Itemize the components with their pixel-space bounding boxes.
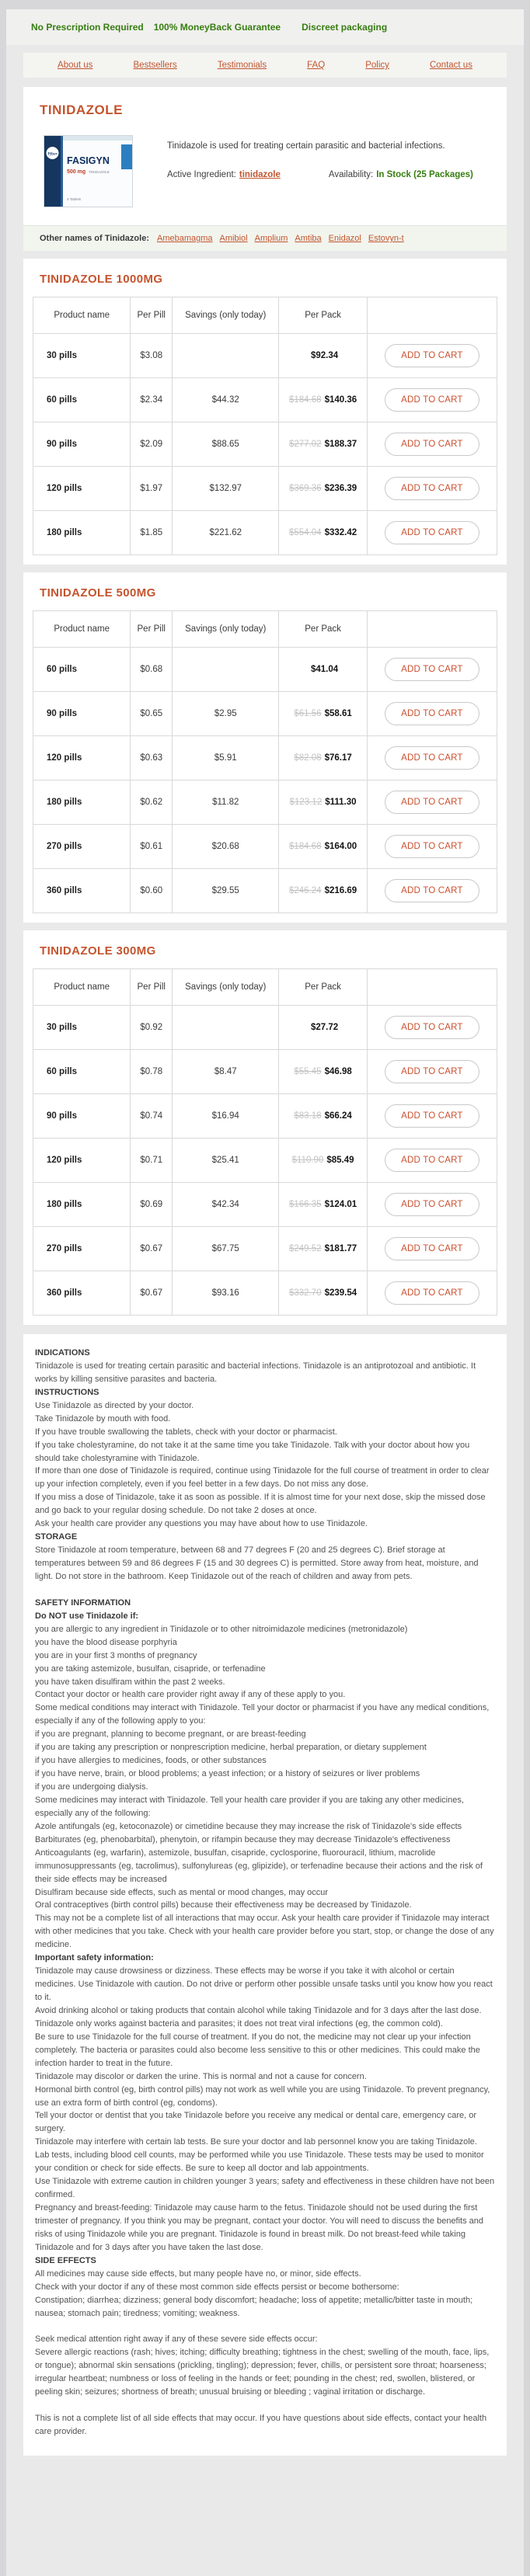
- old-price: $184.68: [289, 395, 322, 405]
- new-price: $41.04: [310, 665, 339, 674]
- active-ingredient: [167, 170, 281, 179]
- active-ingredient-link[interactable]: tinidazole: [239, 170, 281, 180]
- info-heading: SAFETY INFORMATION: [35, 1597, 131, 1608]
- add-to-cart-cell: [367, 1271, 497, 1316]
- table-header-row: [33, 297, 497, 334]
- product-box-image: [44, 135, 133, 211]
- column-header: Per Pack: [279, 297, 367, 334]
- info-paragraph: if you are undergoing dialysis.: [35, 1782, 148, 1792]
- info-paragraph: Disulfiram because side effects, such as mental or mood changes, may occur: [35, 1887, 329, 1897]
- new-price: $124.01: [324, 1200, 357, 1209]
- product-name-cell: 60 pills: [33, 378, 131, 422]
- product-name-cell: 180 pills: [33, 1183, 131, 1227]
- info-paragraph: Tinidazole only works against bacteria and parasites; it does not treat viral infections (eg, the common cold).: [35, 2018, 443, 2028]
- per-pack-cell: [279, 422, 367, 467]
- product-name-cell: 120 pills: [33, 736, 131, 780]
- per-pack-cell: [279, 736, 367, 780]
- info-paragraph: Use Tinidazole as directed by your doctor.: [35, 1400, 194, 1410]
- info-paragraph: Some medicines may interact with Tinidazole. Tell your health care provider if you are taking any other medicines, especially any of the following:: [35, 1795, 464, 1818]
- active-ingredient-label: Active Ingredient:: [167, 170, 236, 180]
- add-to-cart-cell: [367, 780, 497, 825]
- add-to-cart-button[interactable]: ADD TO CART: [385, 791, 479, 814]
- add-to-cart-button[interactable]: ADD TO CART: [385, 1149, 479, 1172]
- old-price: $184.68: [289, 842, 322, 851]
- nav-link-faq[interactable]: FAQ: [307, 61, 326, 70]
- info-heading: Important safety information:: [35, 1953, 154, 1963]
- per-pill-cell: $0.61: [131, 825, 173, 869]
- old-price: $61.56: [294, 709, 322, 718]
- info-paragraph: you are in your first 3 months of pregnancy: [35, 1650, 197, 1660]
- nav-link-testimonials[interactable]: Testimonials: [217, 61, 267, 70]
- savings-cell: $42.34: [173, 1183, 279, 1227]
- per-pill-cell: $2.34: [131, 378, 173, 422]
- add-to-cart-cell: [367, 736, 497, 780]
- table-header-row: [33, 611, 497, 648]
- ingredient-row: [167, 170, 496, 179]
- info-paragraph: Use Tinidazole with extreme caution in children younger 3 years; safety and effectiveness in these children have not been confirmed.: [35, 2177, 495, 2200]
- savings-cell: $16.94: [173, 1094, 279, 1139]
- info-paragraph: if you are pregnant, planning to become pregnant, or are breast-feeding: [35, 1730, 306, 1740]
- add-to-cart-cell: [367, 869, 497, 913]
- new-price: $332.42: [324, 528, 357, 537]
- per-pill-cell: $0.62: [131, 780, 173, 825]
- info-paragraph: you are taking astemizole, busulfan, cisapride, or terfenadine: [35, 1663, 266, 1674]
- product-name-cell: 360 pills: [33, 869, 131, 913]
- product-name-cell: 30 pills: [33, 334, 131, 378]
- info-heading: SIDE EFFECTS: [35, 2255, 96, 2265]
- add-to-cart-cell: [367, 334, 497, 378]
- add-to-cart-cell: [367, 422, 497, 467]
- column-header: [367, 611, 497, 648]
- other-names-list: [157, 234, 411, 243]
- add-to-cart-button[interactable]: ADD TO CART: [385, 835, 479, 858]
- column-header: Per Pill: [131, 297, 173, 334]
- info-paragraph: If you miss a dose of Tinidazole, take it as soon as possible. If it is almost time for your next dose, skip the missed dose and go back to your regular dosing schedule. Do not take 2 doses at once.: [35, 1493, 486, 1516]
- add-to-cart-cell: [367, 511, 497, 555]
- info-paragraph: Tinidazole may cause drowsiness or dizziness. These effects may be worse if you take it with alcohol or certain medicines. Use Tinidazole with caution. Do not drive or perform other possible unsafe tasks until you know how you react to it.: [35, 1966, 493, 2002]
- savings-cell: $29.55: [173, 869, 279, 913]
- savings-cell: $25.41: [173, 1139, 279, 1183]
- nav-link-about-us[interactable]: About us: [58, 61, 93, 70]
- per-pill-cell: $0.78: [131, 1050, 173, 1094]
- per-pack-cell: [279, 511, 367, 555]
- per-pill-cell: $2.09: [131, 422, 173, 467]
- info-paragraph: Some medical conditions may interact with Tinidazole. Tell your doctor or pharmacist if you have any medical conditions, especially if any of the following apply to you:: [35, 1703, 490, 1726]
- info-paragraph: Constipation; diarrhea; dizziness; general body discomfort; headache; loss of appetite; metallic/bitter taste in mouth; nausea; stomach pain; tiredness; vomiting; weakness.: [35, 2295, 473, 2318]
- info-paragraph: you are allergic to any ingredient in Tinidazole or to other nitroimidazole medicines (metronidazole): [35, 1624, 408, 1634]
- new-price: $111.30: [325, 798, 357, 807]
- per-pack-cell: [279, 1271, 367, 1316]
- add-to-cart-button[interactable]: ADD TO CART: [385, 746, 479, 770]
- info-paragraph: Azole antifungals (eg, ketoconazole) or cimetidine because they may increase the risk of Tinidazole's side effects: [35, 1821, 462, 1831]
- info-paragraph: Avoid drinking alcohol or taking products that contain alcohol while taking Tinidazole and for 3 days after the last dose.: [35, 2005, 482, 2015]
- savings-cell: $5.91: [173, 736, 279, 780]
- per-pill-cell: $0.60: [131, 869, 173, 913]
- add-to-cart-cell: [367, 1094, 497, 1139]
- info-paragraph: Tinidazole may interfere with certain lab tests. Be sure your doctor and lab personnel know you are taking Tinidazole.: [35, 2137, 477, 2147]
- add-to-cart-button[interactable]: ADD TO CART: [385, 1237, 479, 1260]
- info-paragraph: Store Tinidazole at room temperature, between 68 and 77 degrees F (20 and 25 degrees C). Brief storage at temperatures between 59 and 86 degrees F (15 and 30 degrees C) is permitted. Store away from heat, moisture, and light. Do not store in the bathroom. Keep Tinidazole out of the reach of children and away from pets.: [35, 1545, 479, 1581]
- per-pack-cell: [279, 825, 367, 869]
- info-paragraph: Seek medical attention right away if any of these severe side effects occur:: [35, 2334, 318, 2345]
- blank-line: [35, 1583, 496, 1597]
- add-to-cart-button[interactable]: ADD TO CART: [385, 388, 479, 412]
- column-header: Savings (only today): [173, 611, 279, 648]
- table-row: [33, 869, 497, 913]
- per-pack-cell: [279, 692, 367, 736]
- page-title: TINIDAZOLE: [40, 103, 123, 117]
- add-to-cart-cell: [367, 467, 497, 511]
- product-info: [23, 118, 507, 225]
- per-pack-cell: [279, 1227, 367, 1271]
- table-row: [33, 1271, 497, 1316]
- per-pill-cell: $0.67: [131, 1271, 173, 1316]
- other-name-link[interactable]: Amplium: [254, 234, 288, 243]
- per-pack-cell: [279, 1006, 367, 1050]
- add-to-cart-cell: [367, 692, 497, 736]
- column-header: Per Pack: [279, 611, 367, 648]
- topbar-item-moneyback: 100% MoneyBack Guarantee: [153, 22, 281, 33]
- svg-text:TINIDAZOLE: TINIDAZOLE: [89, 170, 110, 174]
- availability-value: In Stock (25 Packages): [376, 170, 473, 180]
- price-section: [23, 259, 507, 565]
- column-header: Product name: [33, 611, 131, 648]
- table-row: [33, 1183, 497, 1227]
- table-row: [33, 467, 497, 511]
- info-heading: INDICATIONS: [35, 1348, 90, 1358]
- info-paragraph: If you have trouble swallowing the tablets, check with your doctor or pharmacist.: [35, 1427, 337, 1437]
- new-price: $239.54: [324, 1288, 357, 1298]
- nav-link-bestsellers[interactable]: Bestsellers: [133, 61, 177, 70]
- per-pill-cell: $0.65: [131, 692, 173, 736]
- add-to-cart-button[interactable]: ADD TO CART: [385, 702, 479, 725]
- info-paragraph: you have the blood disease porphyria: [35, 1637, 177, 1647]
- new-price: $76.17: [324, 753, 352, 763]
- old-price: $369.36: [289, 484, 322, 493]
- section-title: TINIDAZOLE 300MG: [40, 944, 156, 958]
- info-heading: INSTRUCTIONS: [35, 1387, 99, 1397]
- new-price: $58.61: [324, 709, 352, 718]
- info-paragraph: This is not a complete list of all side effects that may occur. If you have questions about side effects, contact your health care provider.: [35, 2414, 487, 2437]
- product-name-cell: 270 pills: [33, 825, 131, 869]
- navbar: [23, 53, 507, 78]
- product-name-cell: 30 pills: [33, 1006, 131, 1050]
- add-to-cart-button[interactable]: ADD TO CART: [385, 658, 479, 681]
- add-to-cart-button[interactable]: ADD TO CART: [385, 1104, 479, 1128]
- info-paragraph: If more than one dose of Tinidazole is required, continue using Tinidazole for the full course of treatment in order to clear up your infection completely, even if you feel better in a few days. Do not miss any dose.: [35, 1466, 490, 1490]
- column-header: Per Pill: [131, 969, 173, 1006]
- new-price: $188.37: [324, 440, 357, 449]
- old-price: $83.18: [294, 1111, 322, 1121]
- other-names-bar: [23, 225, 507, 251]
- savings-cell: $132.97: [173, 467, 279, 511]
- nav-link-policy[interactable]: Policy: [365, 61, 389, 70]
- new-price: $92.34: [310, 351, 339, 360]
- savings-cell: $221.62: [173, 511, 279, 555]
- new-price: $85.49: [326, 1156, 354, 1165]
- info-paragraph: Tinidazole may discolor or darken the urine. This is normal and not a cause for concern.: [35, 2071, 367, 2081]
- product-name-cell: 120 pills: [33, 1139, 131, 1183]
- per-pill-cell: $0.67: [131, 1227, 173, 1271]
- add-to-cart-cell: [367, 1227, 497, 1271]
- table-row: [33, 736, 497, 780]
- table-row: [33, 1006, 497, 1050]
- per-pill-cell: $0.74: [131, 1094, 173, 1139]
- per-pack-cell: [279, 1094, 367, 1139]
- old-price: $554.04: [289, 528, 322, 537]
- info-paragraph: you have taken disulfiram within the past 2 weeks.: [35, 1677, 225, 1687]
- info-paragraph: if you are taking any prescription or nonprescription medicine, herbal preparation, or dietary supplement: [35, 1743, 427, 1753]
- per-pill-cell: $0.71: [131, 1139, 173, 1183]
- column-header: [367, 969, 497, 1006]
- add-to-cart-cell: [367, 825, 497, 869]
- new-price: $66.24: [324, 1111, 352, 1121]
- savings-cell: $67.75: [173, 1227, 279, 1271]
- column-header: Per Pill: [131, 611, 173, 648]
- availability: [329, 170, 473, 179]
- savings-cell: $2.95: [173, 692, 279, 736]
- savings-cell: $44.32: [173, 378, 279, 422]
- per-pack-cell: [279, 1050, 367, 1094]
- page: [6, 9, 524, 2576]
- per-pill-cell: $1.97: [131, 467, 173, 511]
- product-text: [167, 135, 496, 211]
- info-paragraph: Hormonal birth control (eg, birth control pills) may not work as well while you are using Tinidazole. To prevent pregnancy, use an extra form of birth control (eg, condoms).: [35, 2084, 490, 2108]
- new-price: $216.69: [324, 886, 357, 895]
- savings-cell: $11.82: [173, 780, 279, 825]
- add-to-cart-button[interactable]: ADD TO CART: [385, 477, 479, 500]
- product-name-cell: 90 pills: [33, 422, 131, 467]
- info-paragraph: if you have nerve, brain, or blood problems; a yeast infection; or a history of seizures or liver problems: [35, 1769, 420, 1779]
- new-price: $164.00: [324, 842, 357, 851]
- add-to-cart-button[interactable]: ADD TO CART: [385, 879, 479, 902]
- per-pill-cell: $0.92: [131, 1006, 173, 1050]
- add-to-cart-cell: [367, 1050, 497, 1094]
- info-paragraph: Be sure to use Tinidazole for the full course of treatment. If you do not, the medicine may not clear up your infection completely. The bacteria or parasites could also become less sensitive to this or other medicines. This could make the infection harder to treat in the future.: [35, 2032, 480, 2068]
- new-price: $46.98: [324, 1067, 352, 1076]
- add-to-cart-button[interactable]: ADD TO CART: [385, 1193, 479, 1216]
- per-pack-cell: [279, 869, 367, 913]
- per-pill-cell: $0.69: [131, 1183, 173, 1227]
- table-row: [33, 511, 497, 555]
- product-name-cell: 60 pills: [33, 1050, 131, 1094]
- savings-cell: [173, 334, 279, 378]
- table-row: [33, 1139, 497, 1183]
- svg-text:FASIGYN: FASIGYN: [67, 155, 110, 166]
- other-name-link[interactable]: Estovyn-t: [368, 234, 404, 243]
- per-pill-cell: $0.63: [131, 736, 173, 780]
- new-price: $27.72: [310, 1023, 339, 1032]
- per-pack-cell: [279, 467, 367, 511]
- add-to-cart-button[interactable]: ADD TO CART: [385, 344, 479, 367]
- column-header: Savings (only today): [173, 297, 279, 334]
- price-section: [23, 572, 507, 923]
- savings-cell: [173, 1006, 279, 1050]
- info-paragraph: Anticoagulants (eg, warfarin), astemizole, busulfan, cisapride, cyclosporine, fluorouracil, lithium, macrolide immunosuppressants (eg, tacrolimus), sulfonylureas (eg, glipizide), or terfenadine because their actions and the risk of their side effects may be increased: [35, 1848, 483, 1884]
- savings-cell: [173, 648, 279, 692]
- add-to-cart-cell: [367, 648, 497, 692]
- info-paragraph: This may not be a complete list of all interactions that may occur. Ask your health care provider if Tinidazole may interact with other medicines that you take. Check with your health care provider before you start, stop, or change the dose of any medicine.: [35, 1914, 494, 1950]
- other-name-link[interactable]: Amtiba: [295, 234, 322, 243]
- product-name-cell: 60 pills: [33, 648, 131, 692]
- table-row: [33, 780, 497, 825]
- savings-cell: $93.16: [173, 1271, 279, 1316]
- old-price: $166.35: [289, 1200, 322, 1209]
- section-title: TINIDAZOLE 500MG: [40, 586, 156, 600]
- per-pack-cell: [279, 378, 367, 422]
- per-pack-cell: [279, 334, 367, 378]
- per-pill-cell: $0.68: [131, 648, 173, 692]
- info-paragraph: Pregnancy and breast-feeding: Tinidazole may cause harm to the fetus. Tinidazole should not be used during the first trimester of pregnancy. If you think you may be pregnant, contact your doctor. You will need to discuss the benefits and risks of using Tinidazole while you are pregnant. Tinidazole is found in breast milk. Do not breast-feed while taking Tinidazole and for 3 days after you have taken the last dose.: [35, 2203, 484, 2252]
- availability-label: Availability:: [328, 170, 374, 180]
- product-description: Tinidazole is used for treating certain parasitic and bacterial infections.: [167, 141, 445, 151]
- savings-cell: $8.47: [173, 1050, 279, 1094]
- info-paragraph: Oral contraceptives (birth control pills) because their effectiveness may be decreased by Tinidazole.: [35, 1900, 412, 1910]
- old-price: $249.52: [289, 1244, 322, 1253]
- nav-link-contact-us[interactable]: Contact us: [429, 61, 472, 70]
- add-to-cart-cell: [367, 1006, 497, 1050]
- add-to-cart-button[interactable]: ADD TO CART: [385, 1281, 479, 1305]
- price-sections: [6, 259, 524, 1325]
- info-heading: Do NOT use Tinidazole if:: [35, 1611, 139, 1621]
- table-row: [33, 648, 497, 692]
- new-price: $181.77: [324, 1244, 357, 1253]
- product-name-cell: 180 pills: [33, 780, 131, 825]
- topbar-item-packaging: Discreet packaging: [302, 22, 388, 33]
- new-price: $236.39: [324, 484, 357, 493]
- old-price: $246.24: [289, 886, 322, 895]
- per-pack-cell: [279, 1183, 367, 1227]
- new-price: $140.36: [324, 395, 357, 405]
- table-row: [33, 334, 497, 378]
- other-name-link[interactable]: Amibiol: [219, 234, 248, 243]
- info-paragraph: Severe allergic reactions (rash; hives; itching; difficulty breathing; tightness in the chest; swelling of the mouth, face, lips, or tongue); abnormal skin sensations (prickling, tingling); depression; fever, chills, or persistent sore throat; hoarseness; irregular heartbeat; numbness or loss of feeling in the hands or feet; pounding in the chest; red, swollen, blistered, or peeling skin; seizures; shortness of breath; unusual bruising or bleeding ; vaginal irritation or discharge.: [35, 2348, 490, 2397]
- column-header: Product name: [33, 969, 131, 1006]
- table-row: [33, 825, 497, 869]
- price-table: [33, 968, 497, 1316]
- old-price: $123.12: [289, 798, 323, 807]
- info-heading: STORAGE: [35, 1532, 78, 1542]
- topbar-item-no-prescription: No Prescription Required: [31, 22, 144, 33]
- column-header: Savings (only today): [173, 969, 279, 1006]
- table-row: [33, 1094, 497, 1139]
- info-paragraph: Tinidazole is used for treating certain parasitic and bacterial infections. Tinidazole is an antiprotozoal and antibiotic. It works by killing sensitive parasites and bacteria.: [35, 1361, 476, 1384]
- add-to-cart-button[interactable]: ADD TO CART: [385, 433, 479, 456]
- per-pack-cell: [279, 1139, 367, 1183]
- info-paragraph: Check with your doctor if any of these most common side effects persist or become bothersome:: [35, 2282, 399, 2292]
- product-card: [23, 87, 507, 251]
- old-price: $82.08: [294, 753, 322, 763]
- svg-text:500 mg: 500 mg: [67, 169, 86, 175]
- price-table: [33, 610, 497, 913]
- table-row: [33, 1227, 497, 1271]
- product-name-cell: 120 pills: [33, 467, 131, 511]
- topbar: [6, 9, 524, 45]
- info-paragraph: Ask your health care provider any questions you may have about how to use Tinidazole.: [35, 1519, 368, 1529]
- product-name-cell: 270 pills: [33, 1227, 131, 1271]
- table-row: [33, 692, 497, 736]
- add-to-cart-button[interactable]: ADD TO CART: [385, 1060, 479, 1083]
- column-header: Product name: [33, 297, 131, 334]
- per-pill-cell: $3.08: [131, 334, 173, 378]
- svg-text:4 Tablets: 4 Tablets: [67, 197, 82, 201]
- old-price: $277.02: [289, 440, 322, 449]
- info-paragraph: Contact your doctor or health care provider right away if any of these apply to you.: [35, 1690, 346, 1700]
- price-section: [23, 930, 507, 1325]
- other-name-link[interactable]: Enidazol: [328, 234, 361, 243]
- add-to-cart-button[interactable]: ADD TO CART: [385, 1016, 479, 1039]
- table-row: [33, 378, 497, 422]
- add-to-cart-cell: [367, 1183, 497, 1227]
- blank-line: [35, 2320, 496, 2333]
- product-name-cell: 90 pills: [33, 1094, 131, 1139]
- price-table: [33, 297, 497, 555]
- add-to-cart-cell: [367, 378, 497, 422]
- per-pill-cell: $1.85: [131, 511, 173, 555]
- column-header: [367, 297, 497, 334]
- info-paragraph: if you have allergies to medicines, foods, or other substances: [35, 1756, 267, 1766]
- column-header: Per Pack: [279, 969, 367, 1006]
- info-paragraph: Tell your doctor or dentist that you take Tinidazole before you receive any medical or dental care, emergency care, or surgery.: [35, 2111, 477, 2134]
- info-paragraph: If you take cholestyramine, do not take it at the same time you take Tinidazole. Talk with your doctor about how you should take cholestyramine with Tinidazole.: [35, 1440, 470, 1463]
- savings-cell: $88.65: [173, 422, 279, 467]
- other-names-label: Other names of Tinidazole:: [40, 234, 149, 243]
- svg-text:Pfizer: Pfizer: [47, 152, 58, 157]
- info-paragraph: All medicines may cause side effects, but many people have no, or minor, side effects.: [35, 2268, 361, 2279]
- info-paragraph: Take Tinidazole by mouth with food.: [35, 1413, 171, 1424]
- old-price: $55.45: [294, 1067, 322, 1076]
- other-name-link[interactable]: Amebamagma: [157, 234, 213, 243]
- savings-cell: $20.68: [173, 825, 279, 869]
- table-header-row: [33, 969, 497, 1006]
- old-price: $332.70: [289, 1288, 322, 1298]
- section-title: TINIDAZOLE 1000MG: [40, 273, 163, 286]
- table-row: [33, 422, 497, 467]
- info-paragraph: Lab tests, including blood cell counts, may be performed while you use Tinidazole. These tests may be used to monitor your condition or check for side effects. Be sure to keep all doctor and lab appointments.: [35, 2150, 484, 2174]
- blank-line: [35, 2399, 496, 2412]
- per-pack-cell: [279, 780, 367, 825]
- product-name-cell: 180 pills: [33, 511, 131, 555]
- old-price: $110.90: [291, 1156, 324, 1165]
- product-name-cell: 90 pills: [33, 692, 131, 736]
- add-to-cart-cell: [367, 1139, 497, 1183]
- per-pack-cell: [279, 648, 367, 692]
- product-name-cell: 360 pills: [33, 1271, 131, 1316]
- drug-info: [23, 1334, 507, 2456]
- info-paragraph: Barbiturates (eg, phenobarbital), phenytoin, or rifampin because they may decrease Tinidazole's effectiveness: [35, 1834, 451, 1844]
- table-row: [33, 1050, 497, 1094]
- add-to-cart-button[interactable]: ADD TO CART: [385, 521, 479, 544]
